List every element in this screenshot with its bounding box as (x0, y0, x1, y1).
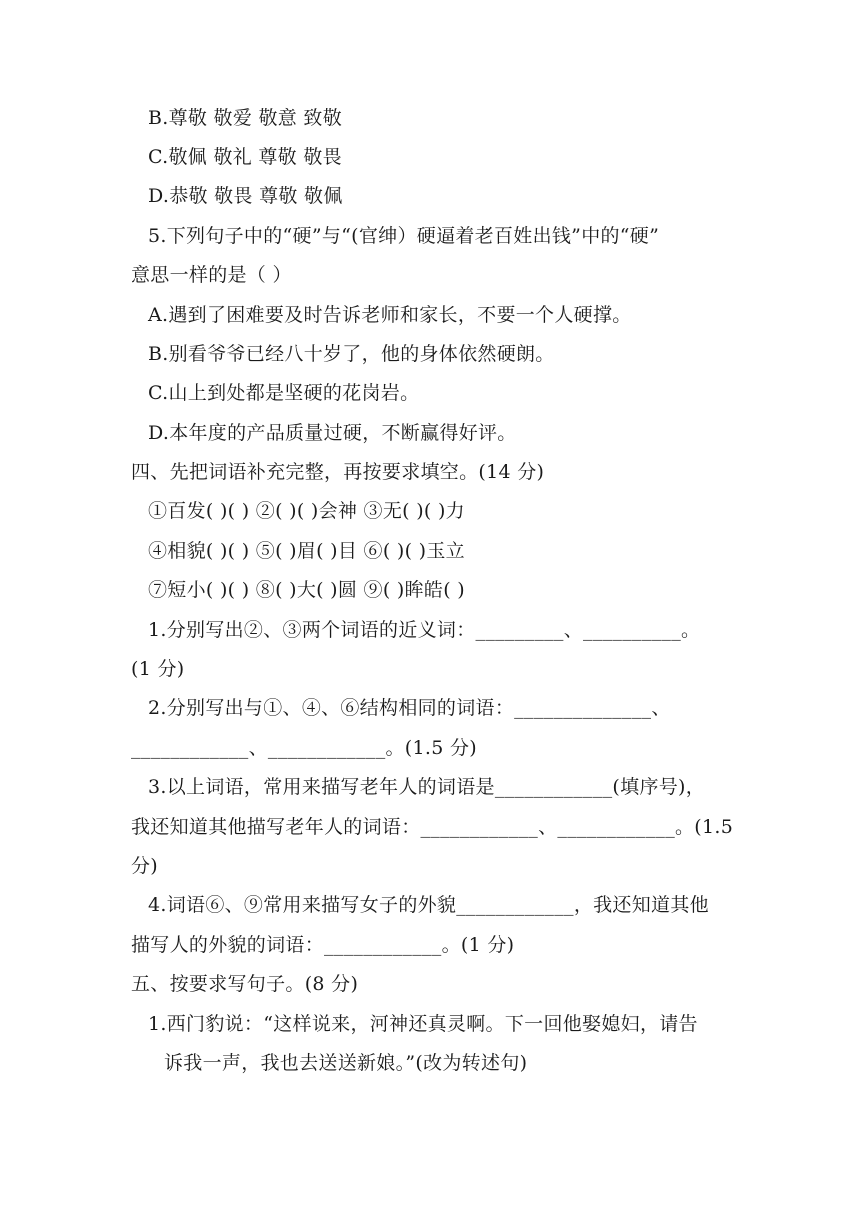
sentence-task-1-line-2: 诉我一声，我也去送送新娘。”(改为转述句) (164, 1052, 528, 1074)
idiom-row-1: ①百发( )( ) ②( )( )会神 ③无( )( )力 (148, 500, 465, 522)
option-d-line: D.恭敬 敬畏 尊敬 敬佩 (148, 185, 343, 207)
q5-option-d: D.本年度的产品质量过硬，不断赢得好评。 (148, 422, 517, 444)
question-5-line-1: 5.下列句子中的“硬”与“(官绅）硬逼着老百姓出钱”中的“硬” (148, 225, 660, 247)
section-4-heading: 四、先把词语补充完整，再按要求填空。(14 分) (131, 461, 545, 483)
idiom-row-3: ⑦短小( )( ) ⑧( )大( )圆 ⑨( )眸皓( ) (148, 579, 465, 601)
sub-question-1-line-2: (1 分) (131, 658, 185, 680)
q5-option-c: C.山上到处都是坚硬的花岗岩。 (148, 382, 420, 404)
sub-question-4-line-2: 描写人的外貌的词语：____________。(1 分) (131, 934, 515, 956)
q5-option-b: B.别看爷爷已经八十岁了，他的身体依然硬朗。 (148, 343, 555, 365)
option-b-line: B.尊敬 敬爱 敬意 致敬 (148, 107, 343, 129)
sub-question-1-line-1: 1.分别写出②、③两个词语的近义词：_________、__________。 (148, 619, 701, 641)
q5-option-a: A.遇到了困难要及时告诉老师和家长，不要一个人硬撑。 (148, 304, 632, 326)
sub-question-3-line-3: 分) (131, 855, 159, 877)
idiom-row-2: ④相貌( )( ) ⑤( )眉( )目 ⑥( )( )玉立 (148, 540, 465, 562)
sub-question-2-line-1: 2.分别写出与①、④、⑥结构相同的词语：______________、 (148, 697, 671, 719)
sub-question-3-line-1: 3.以上词语，常用来描写老年人的词语是____________(填序号)， (148, 776, 706, 798)
sub-question-4-line-1: 4.词语⑥、⑨常用来描写女子的外貌____________，我还知道其他 (148, 894, 709, 916)
sub-question-2-line-2: ____________、____________。(1.5 分) (131, 737, 477, 759)
section-5-heading: 五、按要求写句子。(8 分) (131, 973, 359, 995)
option-c-line: C.敬佩 敬礼 尊敬 敬畏 (148, 146, 342, 168)
sentence-task-1-line-1: 1.西门豹说：“这样说来，河神还真灵啊。下一回他娶媳妇，请告 (148, 1013, 698, 1035)
question-5-line-2: 意思一样的是（ ） (131, 264, 292, 286)
sub-question-3-line-2: 我还知道其他描写老年人的词语：____________、____________。(1.5 (131, 816, 734, 838)
